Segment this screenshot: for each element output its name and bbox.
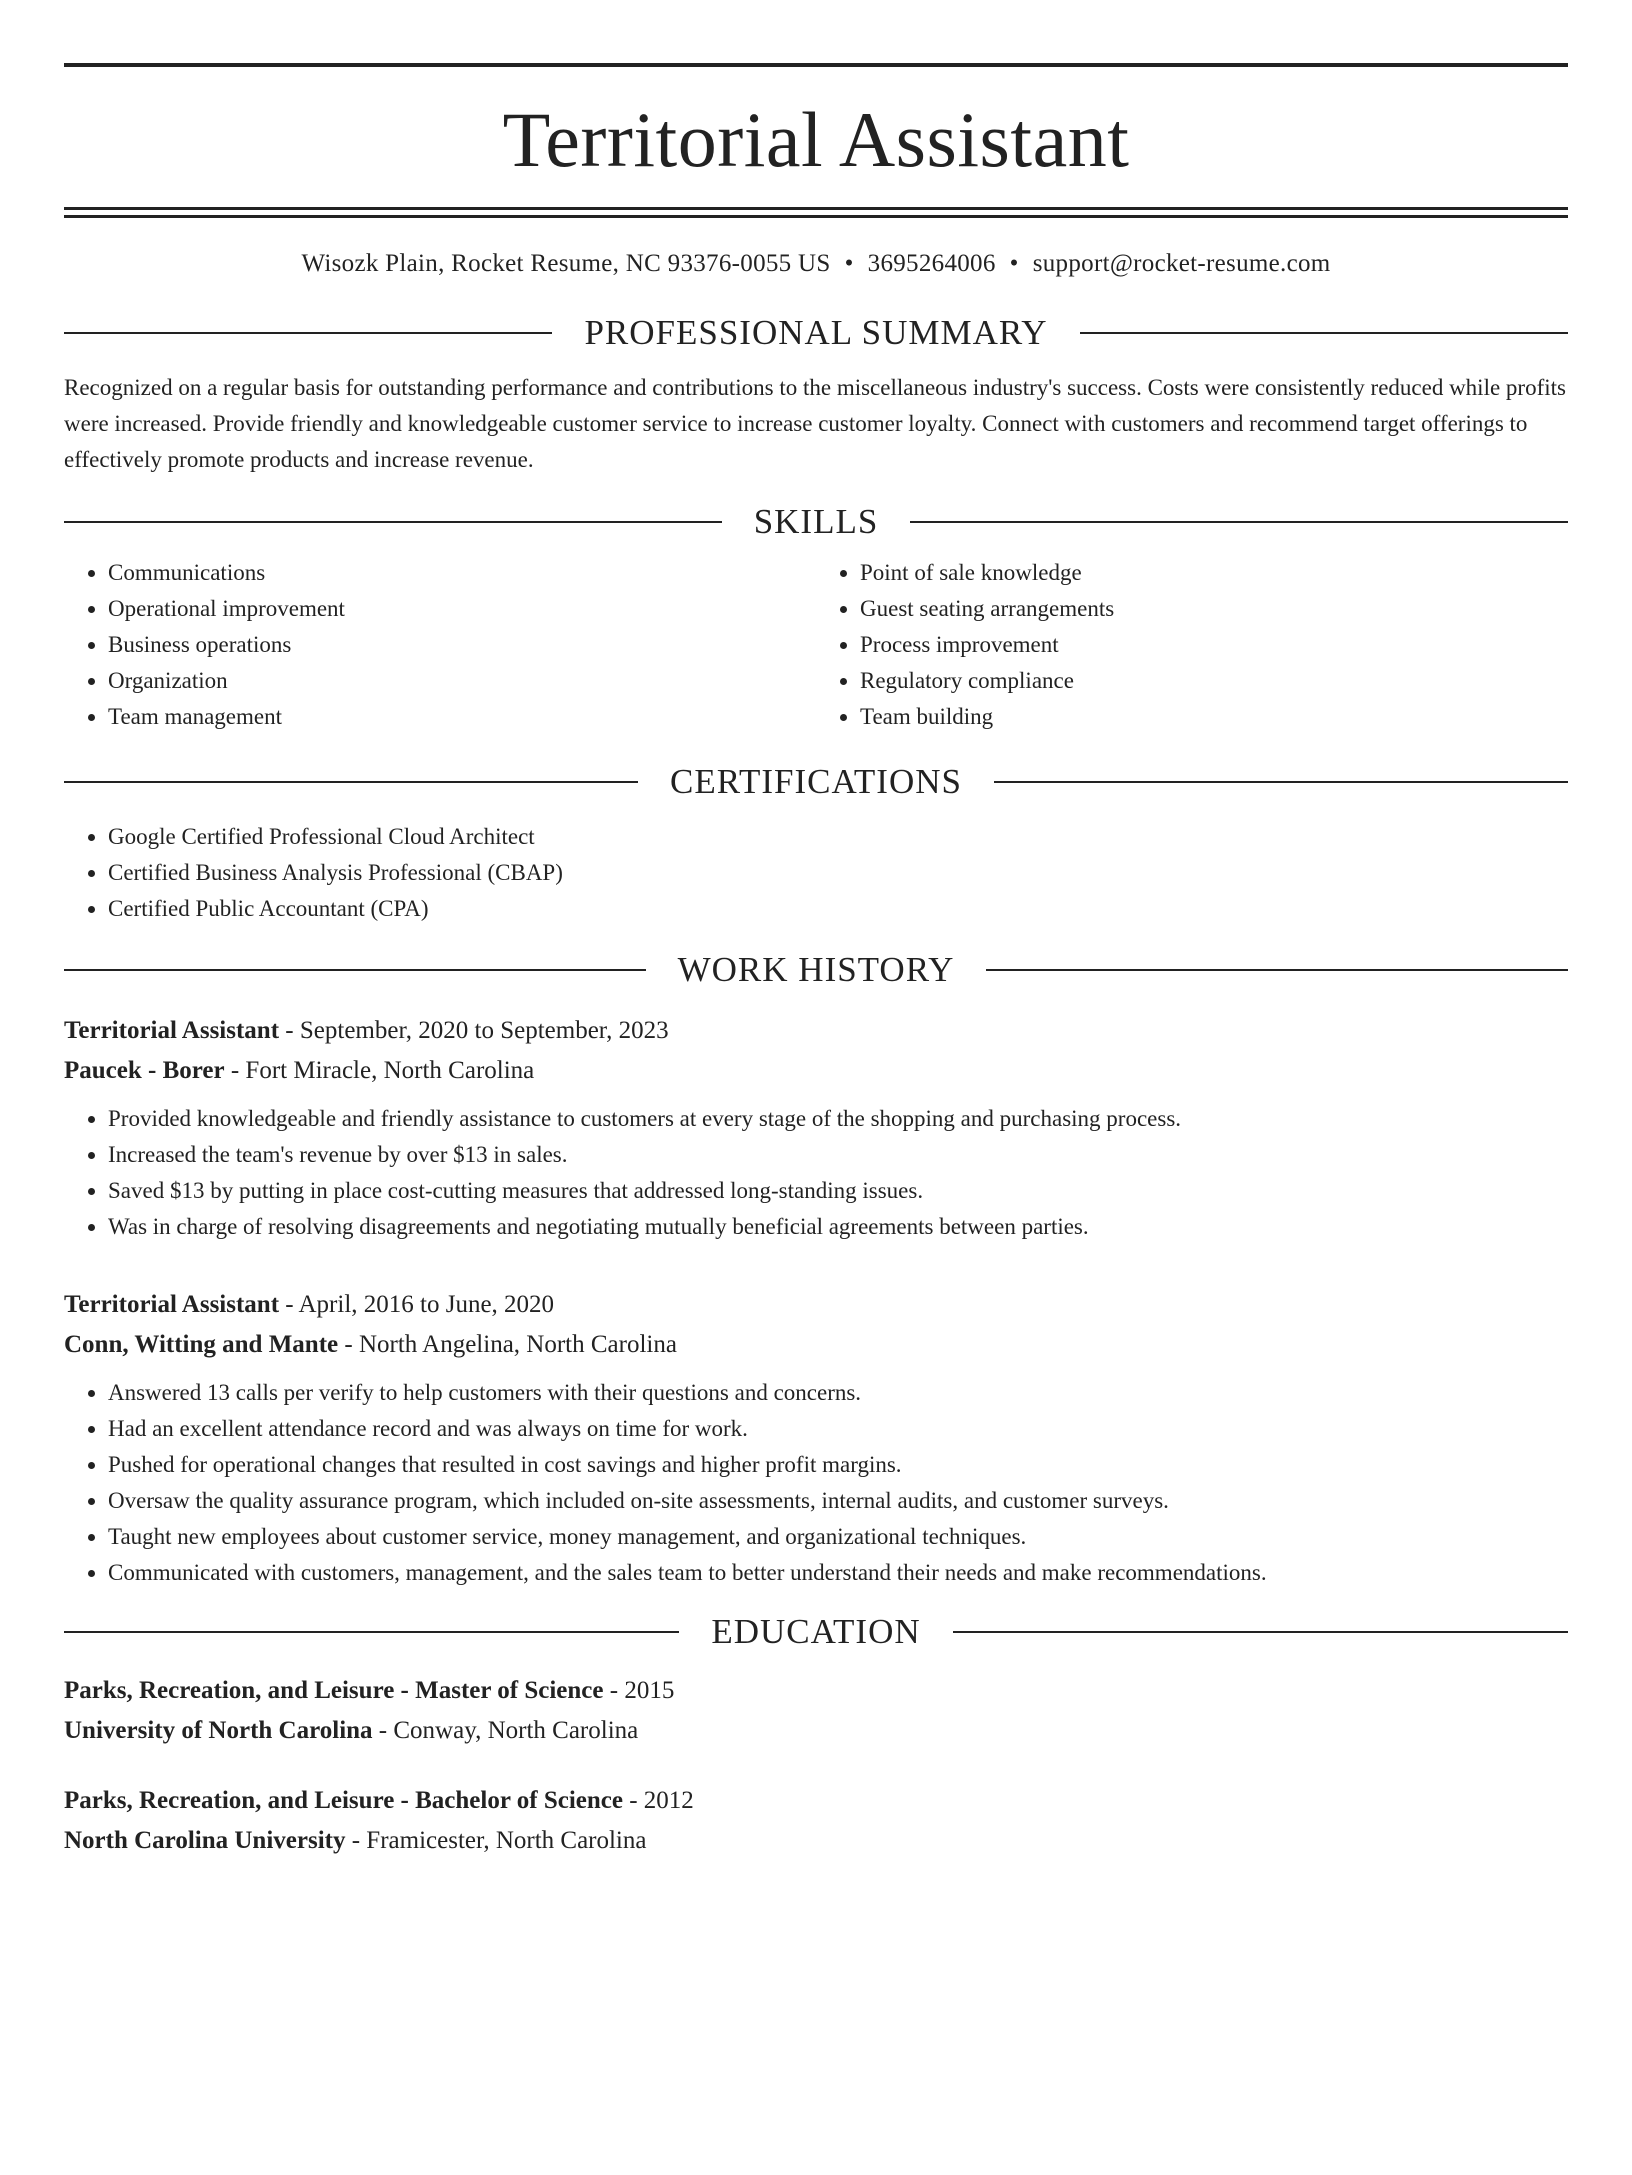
list-item: • Business operations <box>108 627 816 663</box>
list-item: • Team building <box>860 699 1568 735</box>
list-item: • Provided knowledgeable and friendly assistance to customers at every stage of the shopping and purchasing process. <box>108 1101 1568 1137</box>
top-rule <box>64 63 1568 67</box>
job-title-line <box>64 1285 1568 1325</box>
job-role: Territorial Assistant <box>64 1291 280 1318</box>
section-heading-education <box>64 1611 1568 1653</box>
certifications-list <box>64 819 1568 927</box>
list-item: • Was in charge of resolving disagreements and negotiating mutually beneficial agreements between parties. <box>108 1209 1568 1245</box>
job-dates: - September, 2020 to September, 2023 <box>279 1017 669 1044</box>
job-role: Territorial Assistant <box>64 1017 280 1044</box>
skills-column-left <box>64 555 816 735</box>
list-item: • Oversaw the quality assurance program, which included on-site assessments, internal audits, and customer surveys. <box>108 1483 1568 1519</box>
job-title-line <box>64 1011 1568 1051</box>
contact-separator: • <box>844 250 854 277</box>
list-item: • Increased the team's revenue by over $13 in sales. <box>108 1137 1568 1173</box>
job-company-line <box>64 1051 1568 1091</box>
skills-list <box>64 555 1568 735</box>
section-heading-certifications <box>64 761 1568 803</box>
list-item: • Team management <box>108 699 816 735</box>
contact-separator: • <box>1009 250 1019 277</box>
list-item: • Certified Public Accountant (CPA) <box>108 891 1568 927</box>
contact-address: Wisozk Plain, Rocket Resume, NC 93376-0055 US <box>301 250 831 277</box>
double-rule <box>64 207 1568 218</box>
section-title: SKILLS <box>753 502 879 541</box>
degree-line <box>64 1671 1568 1711</box>
school: North Carolina University <box>64 1827 346 1854</box>
degree: Parks, Recreation, and Leisure - Master of Science <box>64 1677 604 1704</box>
job-location: - North Angelina, North Carolina <box>338 1331 677 1358</box>
job-bullets <box>64 1375 1568 1591</box>
section-title: PROFESSIONAL SUMMARY <box>584 313 1048 352</box>
school: University of North Carolina <box>64 1717 373 1744</box>
list-item: • Answered 13 calls per verify to help customers with their questions and concerns. <box>108 1375 1568 1411</box>
section-title: CERTIFICATIONS <box>670 762 962 801</box>
job-location: - Fort Miracle, North Carolina <box>224 1057 535 1084</box>
job-entry <box>64 1011 1568 1245</box>
summary-text: Recognized on a regular basis for outstanding performance and contributions to the miscellaneous industry's success. Costs were consistently reduced while profits were increased. Provide friendly and knowledgeable customer service to increase customer loyalty. Connect with customers and recommend target offerings to effectively promote products and increase revenue. <box>64 375 1566 472</box>
job-dates: - April, 2016 to June, 2020 <box>279 1291 555 1318</box>
section-heading-skills <box>64 501 1568 543</box>
section-heading-work-history <box>64 949 1568 991</box>
contact-email: support@rocket-resume.com <box>1032 250 1331 277</box>
degree-year: - 2012 <box>622 1787 694 1814</box>
contact-line <box>64 250 1568 278</box>
education-entry <box>64 1671 1568 1751</box>
degree: Parks, Recreation, and Leisure - Bachelor of Science <box>64 1787 623 1814</box>
list-item: • Saved $13 by putting in place cost-cutting measures that addressed long-standing issues. <box>108 1173 1568 1209</box>
job-entry <box>64 1285 1568 1591</box>
job-company: Conn, Witting and Mante <box>64 1331 339 1358</box>
school-line <box>64 1711 1568 1751</box>
list-item: • Google Certified Professional Cloud Architect <box>108 819 1568 855</box>
school-location: - Framicester, North Carolina <box>345 1827 647 1854</box>
job-bullets <box>64 1101 1568 1245</box>
list-item: • Certified Business Analysis Professional (CBAP) <box>108 855 1568 891</box>
list-item: • Communicated with customers, management, and the sales team to better understand their needs and make recommendations. <box>108 1555 1568 1591</box>
school-location: - Conway, North Carolina <box>372 1717 639 1744</box>
school-line <box>64 1821 1568 1861</box>
contact-phone: 3695264006 <box>867 250 996 277</box>
job-company-line <box>64 1325 1568 1365</box>
skills-column-right <box>816 555 1568 735</box>
job-company: Paucek - Borer <box>64 1057 225 1084</box>
degree-year: - 2015 <box>603 1677 675 1704</box>
list-item: • Taught new employees about customer service, money management, and organizational techniques. <box>108 1519 1568 1555</box>
list-item: • Guest seating arrangements <box>860 591 1568 627</box>
list-item: • Organization <box>108 663 816 699</box>
resume-page <box>0 63 1632 2175</box>
list-item: • Pushed for operational changes that resulted in cost savings and higher profit margins. <box>108 1447 1568 1483</box>
list-item: • Had an excellent attendance record and was always on time for work. <box>108 1411 1568 1447</box>
section-title: EDUCATION <box>711 1612 921 1651</box>
list-item: • Point of sale knowledge <box>860 555 1568 591</box>
list-item: • Process improvement <box>860 627 1568 663</box>
list-item: • Operational improvement <box>108 591 816 627</box>
list-item: • Communications <box>108 555 816 591</box>
section-heading-summary <box>64 312 1568 354</box>
degree-line <box>64 1781 1568 1821</box>
section-title: WORK HISTORY <box>677 950 955 989</box>
candidate-name: Territorial Assistant <box>502 96 1130 183</box>
education-entry <box>64 1781 1568 1861</box>
list-item: • Regulatory compliance <box>860 663 1568 699</box>
